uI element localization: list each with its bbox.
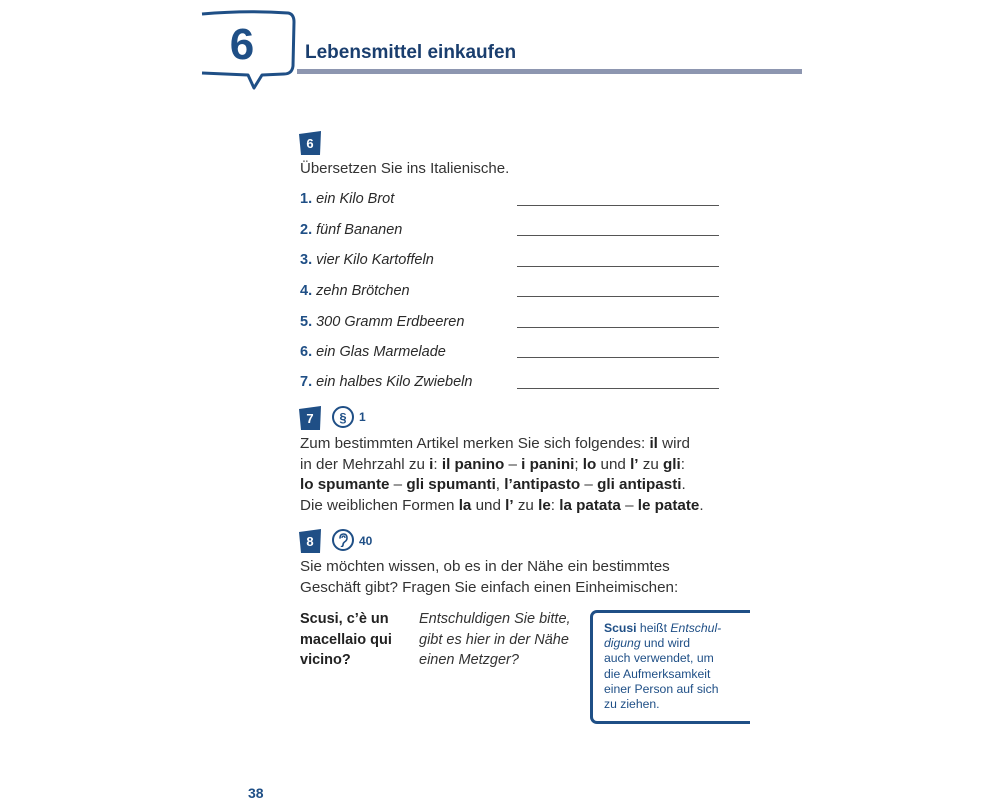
bold-term: lo spumante <box>300 476 390 494</box>
tip-line <box>604 682 742 697</box>
text-run: heißt <box>636 621 671 635</box>
text-run: – <box>504 455 522 473</box>
exercise-7-line <box>300 434 720 455</box>
exercise-item-6 <box>300 344 446 360</box>
italian-phrase-line: macellaio qui <box>300 631 392 648</box>
exercise-badge-number: 6 <box>306 135 314 151</box>
answer-line-6[interactable] <box>517 357 719 358</box>
text-run: in der Mehrzahl zu <box>300 455 430 473</box>
bold-term: le <box>538 496 551 514</box>
exercise-6-instruction: Übersetzen Sie ins Italienische. <box>300 160 510 177</box>
item-text: zehn Brötchen <box>316 283 410 299</box>
exercise-7-line <box>300 496 720 517</box>
item-number: 7. <box>300 374 313 390</box>
text-run: . <box>699 496 704 514</box>
item-text: ein Glas Marmelade <box>316 344 446 360</box>
text-run: und wird <box>640 636 691 651</box>
italic-term: digung <box>604 636 641 651</box>
exercise-badge-7 <box>299 406 321 430</box>
tip-lines <box>604 621 742 712</box>
text-run: wird <box>657 435 690 452</box>
tip-line <box>604 667 742 682</box>
text-run: : <box>433 455 442 473</box>
italian-phrase-line: vicino? <box>300 652 351 668</box>
text-run: : <box>550 496 560 514</box>
exercise-item-1 <box>300 191 394 207</box>
text-run: die Aufmerksamkeit <box>604 666 711 681</box>
text-run: : <box>680 455 685 473</box>
bold-term: il panino <box>441 455 505 473</box>
text-run: . <box>681 476 686 494</box>
answer-line-5[interactable] <box>517 327 719 328</box>
german-translation-line: gibt es hier in der Nähe <box>419 631 569 648</box>
bold-term: gli antipasti <box>597 476 682 494</box>
text-run: und <box>471 496 506 514</box>
bold-term: i panini <box>521 455 575 473</box>
tip-box <box>590 610 750 724</box>
text-run: zu <box>638 455 663 473</box>
chapter-number: 6 <box>229 20 255 69</box>
answer-line-4[interactable] <box>517 296 719 297</box>
exercise-7-line <box>300 455 720 476</box>
text-run: einer Person auf sich <box>604 681 719 696</box>
item-number: 2. <box>300 222 313 238</box>
answer-line-7[interactable] <box>517 388 719 389</box>
exercise-7-lines <box>300 434 720 516</box>
bold-term: l’ <box>505 496 514 514</box>
text-run: – <box>620 496 638 514</box>
exercise-8-line: Geschäft gibt? Fragen Sie einfach einen Einheimischen: <box>300 578 679 596</box>
grammar-reference: 1 <box>359 410 366 424</box>
exercise-badge-8 <box>299 529 321 553</box>
tip-line <box>604 651 742 666</box>
exercise-badge-number: 8 <box>306 533 314 549</box>
exercise-7-line <box>300 475 720 496</box>
answer-line-1[interactable] <box>517 205 719 206</box>
item-number: 5. <box>300 314 313 330</box>
german-translation <box>419 609 589 671</box>
bold-term: la patata <box>559 496 621 514</box>
exercise-item-3 <box>300 252 434 268</box>
item-number: 1. <box>300 191 313 207</box>
italian-phrase <box>300 609 410 671</box>
text-run: Die weiblichen Formen <box>300 496 459 514</box>
bold-term: l’antipasto <box>504 476 581 494</box>
item-text: vier Kilo Kartoffeln <box>316 252 434 268</box>
audio-ear-icon <box>332 529 354 551</box>
text-run: – <box>389 476 407 494</box>
exercise-8-line: Sie möchten wissen, ob es in der Nähe ein bestimmtes <box>300 558 670 575</box>
audio-track-reference: 40 <box>359 534 373 548</box>
answer-line-2[interactable] <box>517 235 719 236</box>
text-run: – <box>580 476 598 494</box>
italian-phrase-line: Scusi, c’è un <box>300 611 389 627</box>
exercise-8-text <box>300 557 720 598</box>
item-text: ein halbes Kilo Zwiebeln <box>316 374 473 390</box>
exercise-badge-number: 7 <box>306 410 314 426</box>
exercise-badge-6 <box>299 131 321 155</box>
item-number: 4. <box>300 283 313 299</box>
exercise-item-4 <box>300 283 410 299</box>
bold-term: gli spumanti <box>406 476 496 494</box>
bold-term: il <box>649 435 658 452</box>
bold-term: l’ <box>630 455 639 473</box>
item-text: fünf Bananen <box>316 222 403 238</box>
text-run: und <box>596 455 631 473</box>
text-run: zu <box>513 496 539 514</box>
item-text: 300 Gramm Erdbeeren <box>316 314 465 330</box>
bold-term: i <box>429 455 434 473</box>
text-run: , <box>495 476 505 494</box>
title-rule <box>297 69 802 74</box>
exercise-7-text <box>300 434 720 516</box>
bold-term: le patate <box>637 496 700 514</box>
exercise-item-5 <box>300 314 464 330</box>
bold-term: la <box>458 496 472 514</box>
bold-term: lo <box>582 455 597 473</box>
bold-term: Scusi <box>604 621 637 635</box>
text-run: auch verwendet, um <box>604 651 714 666</box>
item-text: ein Kilo Brot <box>316 191 395 207</box>
page-number: 38 <box>248 785 264 801</box>
tip-line <box>604 697 742 712</box>
exercise-item-7 <box>300 374 472 390</box>
exercise-item-2 <box>300 222 402 238</box>
bold-term: gli <box>663 455 681 473</box>
text-run: ; <box>574 455 583 473</box>
german-translation-line: Entschuldigen Sie bitte, <box>419 611 571 627</box>
tip-line <box>604 636 742 651</box>
german-translation-line: einen Metzger? <box>419 652 519 668</box>
text-run: zu ziehen. <box>604 697 660 712</box>
item-number: 6. <box>300 344 313 360</box>
item-number: 3. <box>300 252 313 268</box>
text-run: Zum bestimmten Artikel merken Sie sich folgendes: <box>300 435 650 452</box>
chapter-title: Lebensmittel einkaufen <box>305 42 517 63</box>
grammar-section-icon: § <box>332 406 354 428</box>
italic-term: Entschul- <box>670 621 722 635</box>
answer-line-3[interactable] <box>517 266 719 267</box>
tip-line <box>604 621 742 636</box>
